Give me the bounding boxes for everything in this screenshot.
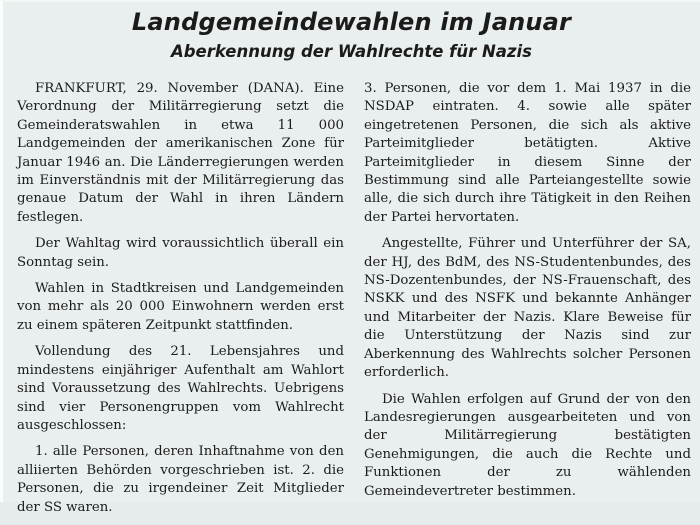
paragraph: 3. Personen, die vor dem 1. Mai 1937 in die NSDAP eintraten. 4. sowie alle später eingetretenen Personen, die sich als aktive Parteimitglieder betätigten. Aktive Parteimitglieder in diesem Sinne der Bestimmung sind alle Parteiangestellte sowie alle, die sich durch ihre Tätigkeit in den Reihen der Partei hervortaten.: [364, 81, 691, 225]
paragraph: Vollendung des 21. Lebensjahres und mindestens einjähriger Aufenthalt am Wahlort sind Voraussetzung des Wahlrechts. Uebrigens sind vier Personengruppen vom Wahlrecht ausgeschlossen:: [17, 344, 344, 433]
paragraph: FRANKFURT, 29. November (DANA). Eine Verordnung der Militärregierung setzt die Gemeinderatswahlen in etwa 11 000 Landgemeinden der amerikanischen Zone für Januar 1946 an. Die Länderregierungen werden im Einverständnis mit der Militärregierung das genaue Datum der Wahl in ihren Ländern festlegen.: [17, 81, 344, 225]
paragraph: 1. alle Personen, deren Inhaftnahme von den alliierten Behörden vorgeschrieben ist. 2. die Personen, die zu irgendeiner Zeit Mitglieder der SS waren.: [17, 444, 344, 515]
paragraph: Die Wahlen erfolgen auf Grund der von den Landesregierungen ausgearbeiteten und von der Militärregierung bestätigten Genehmigungen, die auch die Rechte und Funktionen der zu wählenden Gemeindevertreter bestimmen.: [364, 391, 691, 499]
headline: Landgemeindewahlen im Januar: [131, 8, 572, 36]
left-column: [17, 80, 344, 525]
subheadline: Aberkennung der Wahlrechte für Nazis: [170, 42, 533, 61]
paragraph: Der Wahltag wird voraussichtlich überall ein Sonntag sein.: [17, 236, 344, 270]
right-column: [364, 80, 691, 509]
paragraph: Wahlen in Stadtkreisen und Landgemeinden von mehr als 20 000 Einwohnern werden erst zu einem späteren Zeitpunkt stattfinden.: [17, 281, 344, 333]
paragraph: Angestellte, Führer und Unterführer der SA, der HJ, des BdM, des NS-Studentenbundes, des NS-Dozentenbundes, der NS-Frauenschaft, des NSKK und des NSFK und bekannte Anhänger und Mitarbeiter der Nazis. Klare Beweise für die Unterstützung der Nazis sind zur Aberkennung des Wahlrechts solcher Personen erforderlich.: [364, 236, 691, 381]
